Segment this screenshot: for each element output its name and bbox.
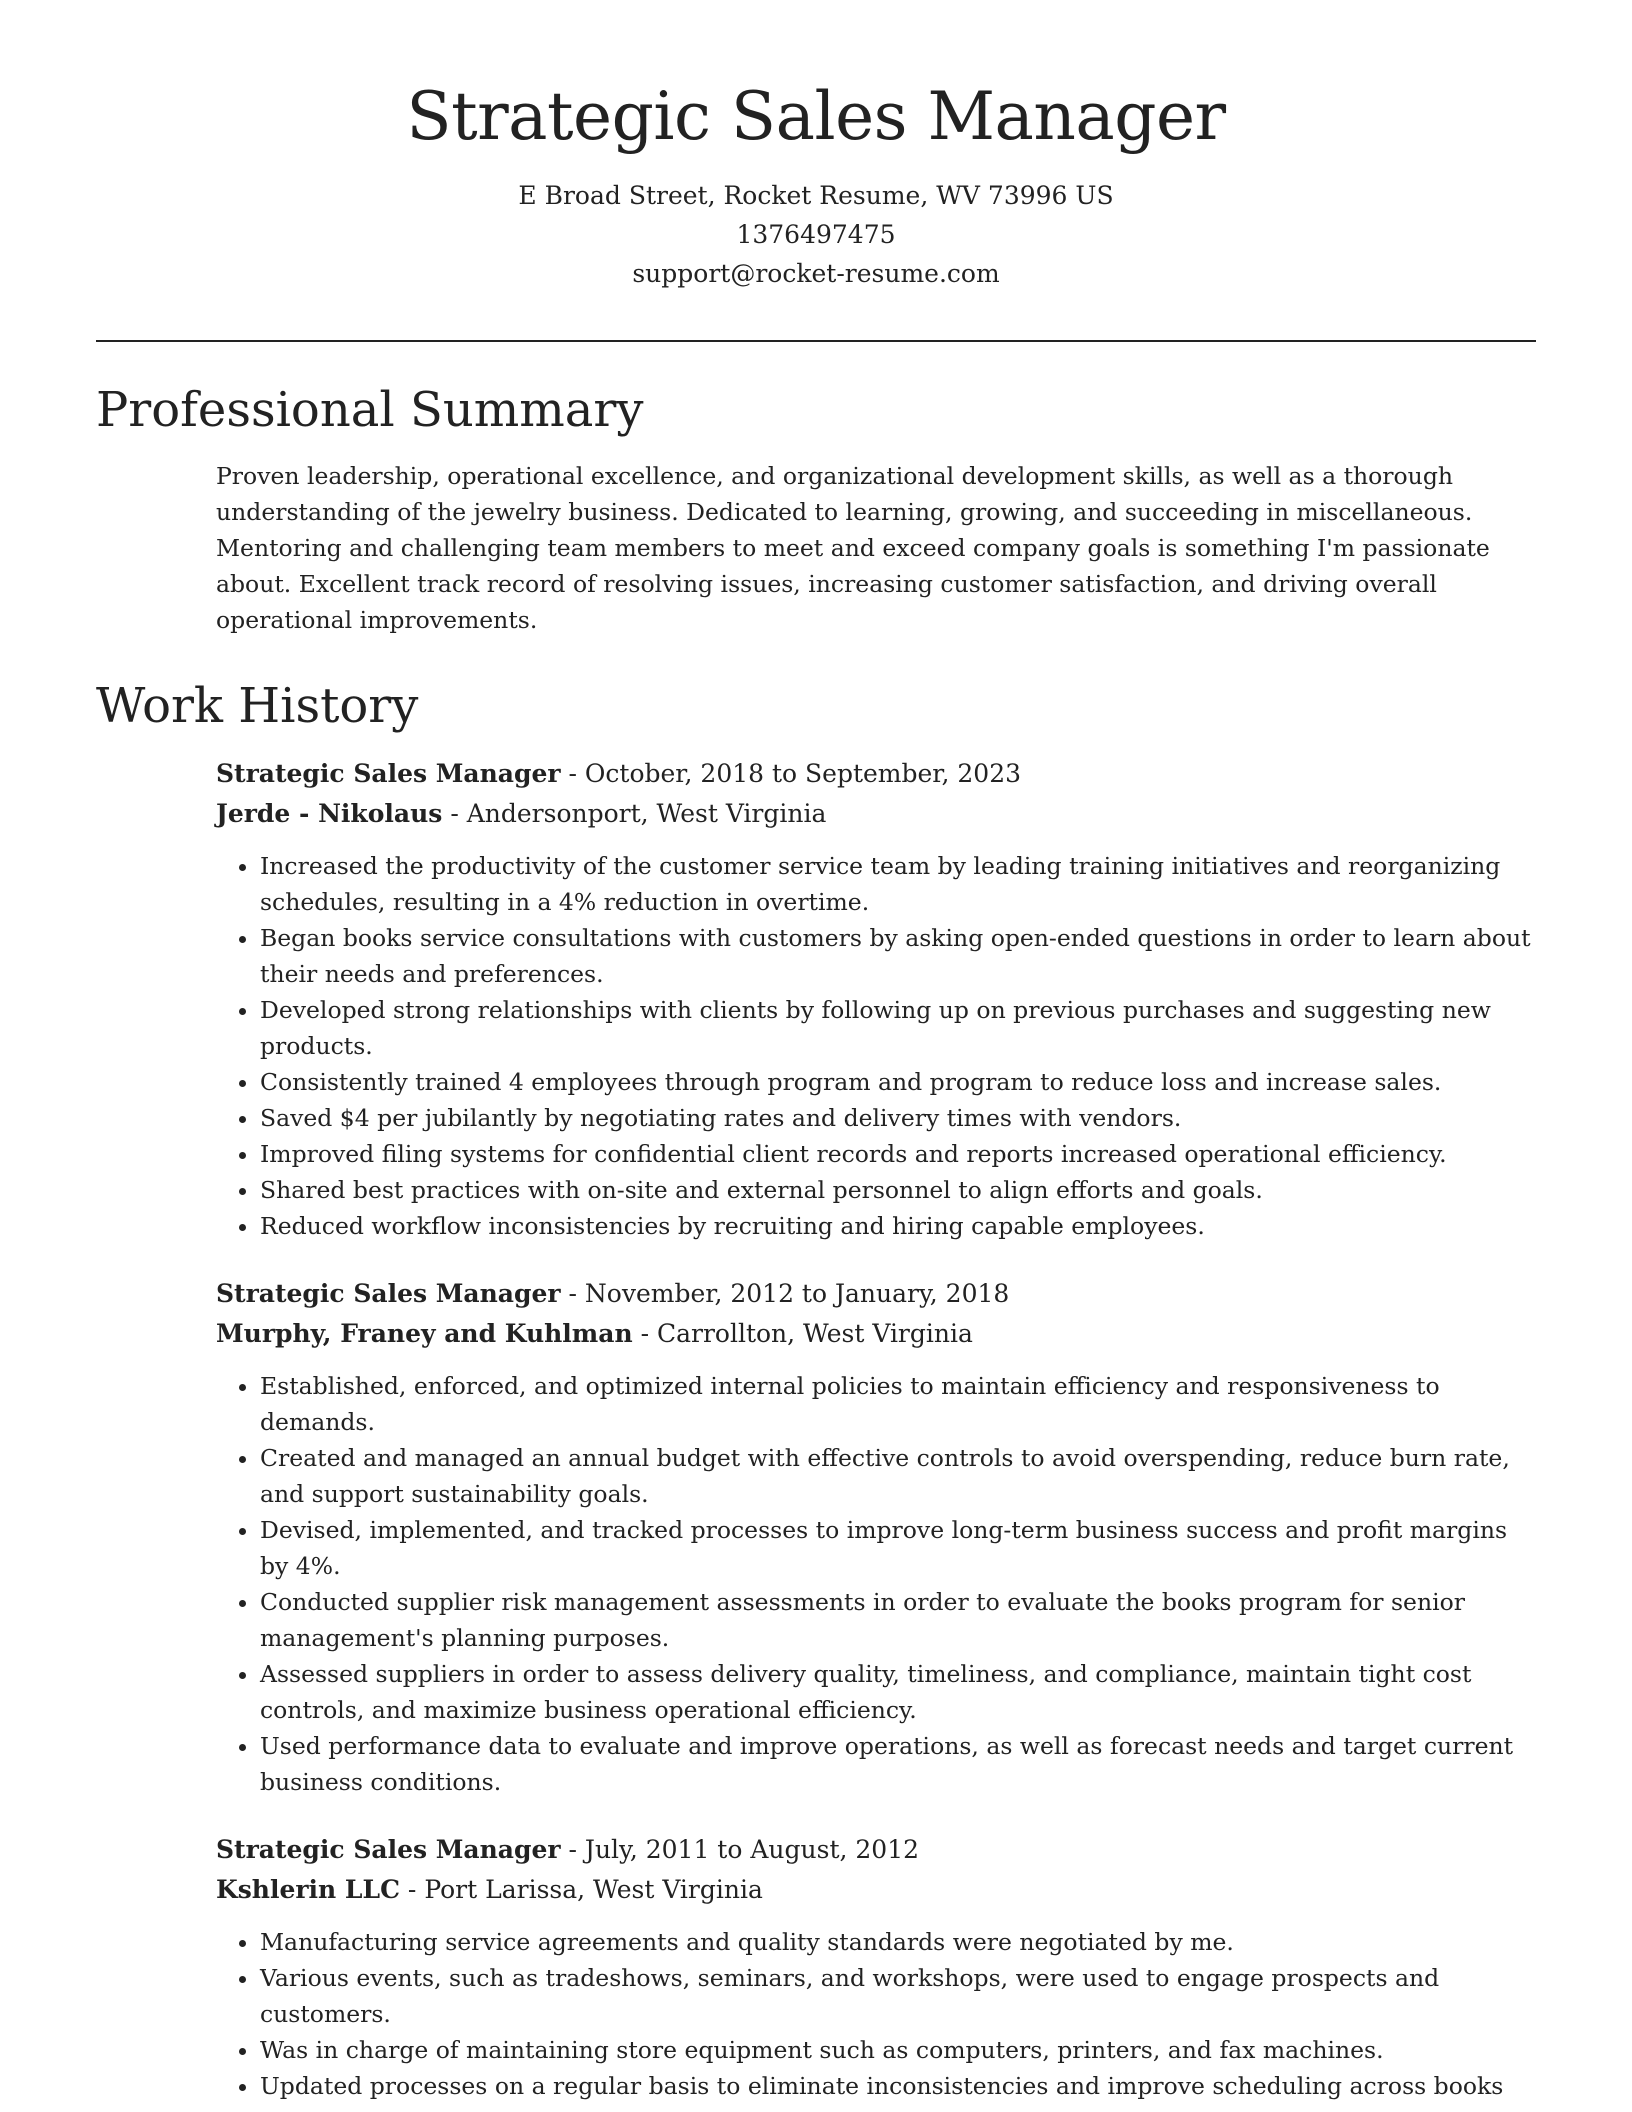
job-location: - Carrollton, West Virginia (632, 1319, 973, 1348)
job-role: Strategic Sales Manager (216, 1835, 561, 1864)
job-entry (216, 1274, 1536, 1800)
section-title-summary: Professional Summary (96, 382, 644, 438)
job-role: Strategic Sales Manager (216, 759, 561, 788)
job-bullet: • Updated processes on a regular basis to eliminate inconsistencies and improve scheduling across books (260, 2068, 1536, 2104)
job-dates: - July, 2011 to August, 2012 (560, 1835, 920, 1864)
job-bullet-list (216, 1368, 1536, 1800)
job-bullet: • Devised, implemented, and tracked processes to improve long-term business success and profit margins by 4%. (260, 1512, 1536, 1584)
header-divider (96, 340, 1536, 342)
job-bullet: • Used performance data to evaluate and improve operations, as well as forecast needs and target current business conditions. (260, 1728, 1536, 1800)
job-bullet-list (216, 848, 1536, 1244)
job-bullet: • Was in charge of maintaining store equipment such as computers, printers, and fax machines. (260, 2032, 1536, 2068)
job-company-line (216, 1314, 1536, 1354)
job-dates: - November, 2012 to January, 2018 (560, 1279, 1010, 1308)
job-bullet: • Conducted supplier risk management assessments in order to evaluate the books program for senior management's planning purposes. (260, 1584, 1536, 1656)
job-bullet: • Increased the productivity of the customer service team by leading training initiatives and reorganizing schedules, resulting in a 4% reduction in overtime. (260, 848, 1536, 920)
contact-email: support@rocket-resume.com (632, 259, 1000, 288)
job-bullet: • Various events, such as tradeshows, seminars, and workshops, were used to engage prospects and customers. (260, 1960, 1536, 2032)
job-entry (216, 1830, 1536, 2104)
job-title-line (216, 1830, 1536, 1870)
job-company: Kshlerin LLC (216, 1875, 400, 1904)
job-bullet: • Consistently trained 4 employees through program and program to reduce loss and increase sales. (260, 1064, 1536, 1100)
job-bullet: • Manufacturing service agreements and quality standards were negotiated by me. (260, 1924, 1536, 1960)
job-bullet: • Reduced workflow inconsistencies by recruiting and hiring capable employees. (260, 1208, 1536, 1244)
job-bullet: • Saved $4 per jubilantly by negotiating rates and delivery times with vendors. (260, 1100, 1536, 1136)
work-history-section (0, 678, 1632, 2104)
job-bullet: • Assessed suppliers in order to assess delivery quality, timeliness, and compliance, maintain tight cost controls, and maximize business operational efficiency. (260, 1656, 1536, 1728)
job-entry (216, 754, 1536, 1244)
job-bullet: • Established, enforced, and optimized internal policies to maintain efficiency and responsiveness to demands. (260, 1368, 1536, 1440)
job-bullet: • Began books service consultations with customers by asking open-ended questions in order to learn about their needs and preferences. (260, 920, 1536, 992)
job-location: - Andersonport, West Virginia (442, 799, 827, 828)
job-company: Murphy, Franey and Kuhlman (216, 1319, 633, 1348)
job-role: Strategic Sales Manager (216, 1279, 561, 1308)
job-title-line (216, 754, 1536, 794)
resume-header (0, 0, 1632, 293)
job-company: Jerde - Nikolaus (216, 799, 443, 828)
job-dates: - October, 2018 to September, 2023 (560, 759, 1022, 788)
job-bullet-list (216, 1924, 1536, 2104)
job-company-line (216, 1870, 1536, 1910)
job-title-line (216, 1274, 1536, 1314)
professional-summary-section (0, 382, 1632, 638)
contact-address: E Broad Street, Rocket Resume, WV 73996 US (518, 181, 1114, 210)
section-title-work-history: Work History (96, 678, 419, 734)
job-company-line (216, 794, 1536, 834)
job-location: - Port Larissa, West Virginia (399, 1875, 763, 1904)
job-bullet: • Developed strong relationships with clients by following up on previous purchases and suggesting new products. (260, 992, 1536, 1064)
contact-phone: 1376497475 (736, 220, 896, 249)
job-bullet: • Shared best practices with on-site and external personnel to align efforts and goals. (260, 1172, 1536, 1208)
job-bullet: • Improved filing systems for confidential client records and reports increased operational efficiency. (260, 1136, 1536, 1172)
candidate-name: Strategic Sales Manager (406, 78, 1226, 155)
summary-text: Proven leadership, operational excellence, and organizational development skills, as well as a thorough understanding of the jewelry business. Dedicated to learning, growing, and succeeding in miscellaneous. Mentoring and challenging team members to meet and exceed company goals is something I'm passionate about. Excellent track record of resolving issues, increasing customer satisfaction, and driving overall operational improvements. (216, 462, 1490, 634)
job-bullet: • Created and managed an annual budget with effective controls to avoid overspending, reduce burn rate, and support sustainability goals. (260, 1440, 1536, 1512)
